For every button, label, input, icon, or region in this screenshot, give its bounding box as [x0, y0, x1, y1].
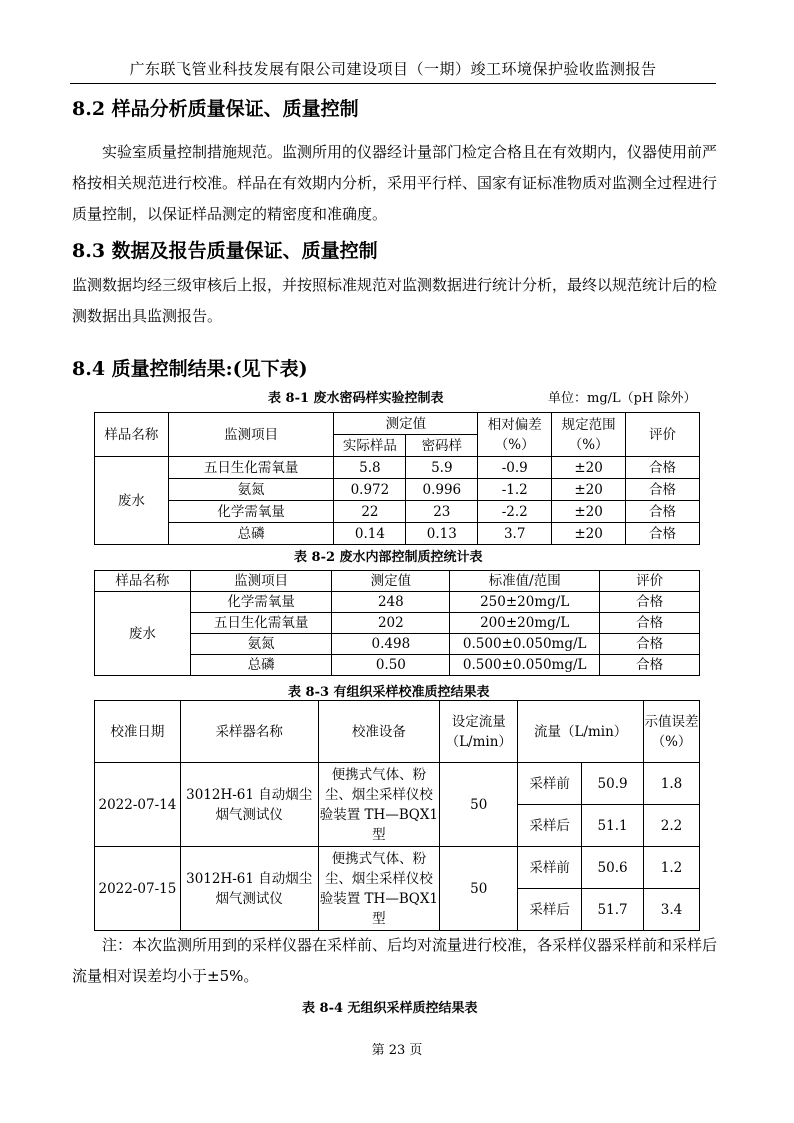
section-8-3-title: 8.3 数据及报告质量保证、质量控制	[72, 240, 378, 262]
table-8-2-caption: 表 8-2 废水内部控制质控统计表	[294, 550, 483, 565]
header-evaluation: 评价	[600, 571, 700, 592]
actual-cell: 0.14	[334, 523, 406, 545]
measure-cell: 248	[332, 592, 450, 613]
phase-cell: 采样后	[518, 805, 582, 847]
range-cell: ±20	[552, 523, 626, 545]
flow-cell: 50.6	[582, 847, 644, 889]
section-8-4-title: 8.4 质量控制结果:(见下表)	[72, 358, 308, 380]
range-cell: ±20	[552, 479, 626, 501]
code-cell: 0.996	[406, 479, 478, 501]
table-8-3-note: 注：本次监测所用到的采样仪器在采样前、后均对流量进行校准，各采样仪器采样前和采样后流量相对误差均小于±5%。	[72, 936, 718, 985]
standard-cell: 200±20mg/L	[450, 613, 600, 634]
range-cell: ±20	[552, 501, 626, 523]
header-flow: 流量（L/min）	[518, 701, 644, 763]
section-8-2-body: 实验室质量控制措施规范。监测所用的仪器经计量部门检定合格且在有效期内，仪器使用前严格按相关规范进行校准。样品在有效期内分析，采用平行样、国家有证标准物质对监测全过程进行质量控制，以保证样品测定的精密度和准确度。	[72, 143, 718, 223]
header-item: 监测项目	[168, 413, 334, 457]
header-device: 校准设备	[318, 701, 440, 763]
error-cell: 1.8	[644, 763, 700, 805]
set-flow-cell: 50	[440, 763, 518, 847]
table-row	[95, 763, 700, 805]
code-cell: 23	[406, 501, 478, 523]
table-8-4-caption: 表 8-4 无组织采样质控结果表	[302, 1001, 478, 1016]
deviation-cell: -0.9	[478, 457, 552, 479]
deviation-cell: 3.7	[478, 523, 552, 545]
header-item: 监测项目	[190, 571, 332, 592]
measure-cell: 0.50	[332, 655, 450, 676]
header-sample-name: 样品名称	[95, 571, 191, 592]
table-row	[95, 847, 700, 889]
date-cell: 2022-07-15	[95, 847, 181, 931]
header-evaluation: 评价	[626, 413, 700, 457]
flow-cell: 51.7	[582, 889, 644, 931]
table-row	[95, 592, 700, 613]
measure-cell: 202	[332, 613, 450, 634]
item-cell: 五日生化需氧量	[168, 457, 334, 479]
item-cell: 氨氮	[190, 634, 332, 655]
evaluation-cell: 合格	[626, 457, 700, 479]
section-8-2-title: 8.2 样品分析质量保证、质量控制	[72, 98, 359, 120]
device-cell: 便携式气体、粉尘、烟尘采样仪校验装置 TH—BQX1 型	[318, 763, 440, 847]
evaluation-cell: 合格	[626, 479, 700, 501]
table-8-1-unit: 单位：mg/L（pH 除外）	[548, 391, 697, 406]
error-cell: 2.2	[644, 805, 700, 847]
table-8-2	[94, 570, 700, 676]
item-cell: 总磷	[168, 523, 334, 545]
table-row	[95, 457, 700, 479]
header-deviation: 相对偏差（%）	[478, 413, 552, 457]
actual-cell: 5.8	[334, 457, 406, 479]
sample-name-cell: 废水	[95, 457, 169, 545]
measure-cell: 0.498	[332, 634, 450, 655]
evaluation-cell: 合格	[600, 655, 700, 676]
deviation-cell: -1.2	[478, 479, 552, 501]
evaluation-cell: 合格	[600, 592, 700, 613]
flow-cell: 51.1	[582, 805, 644, 847]
header-actual-sample: 实际样品	[334, 435, 406, 457]
standard-cell: 0.500±0.050mg/L	[450, 634, 600, 655]
header-code-sample: 密码样	[406, 435, 478, 457]
phase-cell: 采样后	[518, 889, 582, 931]
device-cell: 便携式气体、粉尘、烟尘采样仪校验装置 TH—BQX1 型	[318, 847, 440, 931]
table-row	[95, 523, 700, 545]
header-sampler: 采样器名称	[180, 701, 318, 763]
code-cell: 0.13	[406, 523, 478, 545]
phase-cell: 采样前	[518, 847, 582, 889]
phase-cell: 采样前	[518, 763, 582, 805]
item-cell: 化学需氧量	[168, 501, 334, 523]
header-measure: 测定值	[334, 413, 478, 435]
table-row	[95, 479, 700, 501]
range-cell: ±20	[552, 457, 626, 479]
standard-cell: 0.500±0.050mg/L	[450, 655, 600, 676]
sampler-cell: 3012H-61 自动烟尘烟气测试仪	[180, 847, 318, 931]
header-error: 示值误差（%）	[644, 701, 700, 763]
evaluation-cell: 合格	[626, 501, 700, 523]
code-cell: 5.9	[406, 457, 478, 479]
section-8-3-body: 监测数据均经三级审核后上报，并按照标准规范对监测数据进行统计分析，最终以规范统计后的检测数据出具监测报告。	[72, 276, 718, 325]
item-cell: 氨氮	[168, 479, 334, 501]
actual-cell: 0.972	[334, 479, 406, 501]
table-8-1-caption: 表 8-1 废水密码样实验控制表	[268, 391, 444, 406]
item-cell: 化学需氧量	[190, 592, 332, 613]
table-8-3-caption: 表 8-3 有组织采样校准质控结果表	[288, 685, 490, 700]
deviation-cell: -2.2	[478, 501, 552, 523]
header-sample-name: 样品名称	[95, 413, 169, 457]
set-flow-cell: 50	[440, 847, 518, 931]
page-number: 第 23 页	[371, 1043, 423, 1058]
header-date: 校准日期	[95, 701, 181, 763]
header-standard: 标准值/范围	[450, 571, 600, 592]
flow-cell: 50.9	[582, 763, 644, 805]
table-8-3	[94, 700, 700, 931]
item-cell: 五日生化需氧量	[190, 613, 332, 634]
error-cell: 3.4	[644, 889, 700, 931]
item-cell: 总磷	[190, 655, 332, 676]
header-measure: 测定值	[332, 571, 450, 592]
page-header: 广东联飞管业科技发展有限公司建设项目（一期）竣工环境保护验收监测报告	[70, 58, 716, 84]
evaluation-cell: 合格	[600, 613, 700, 634]
actual-cell: 22	[334, 501, 406, 523]
standard-cell: 250±20mg/L	[450, 592, 600, 613]
table-row	[95, 501, 700, 523]
sample-name-cell: 废水	[95, 592, 191, 676]
sampler-cell: 3012H-61 自动烟尘烟气测试仪	[180, 763, 318, 847]
evaluation-cell: 合格	[600, 634, 700, 655]
evaluation-cell: 合格	[626, 523, 700, 545]
error-cell: 1.2	[644, 847, 700, 889]
header-set-flow: 设定流量（L/min）	[440, 701, 518, 763]
table-8-1	[94, 412, 700, 545]
header-range: 规定范围（%）	[552, 413, 626, 457]
date-cell: 2022-07-14	[95, 763, 181, 847]
